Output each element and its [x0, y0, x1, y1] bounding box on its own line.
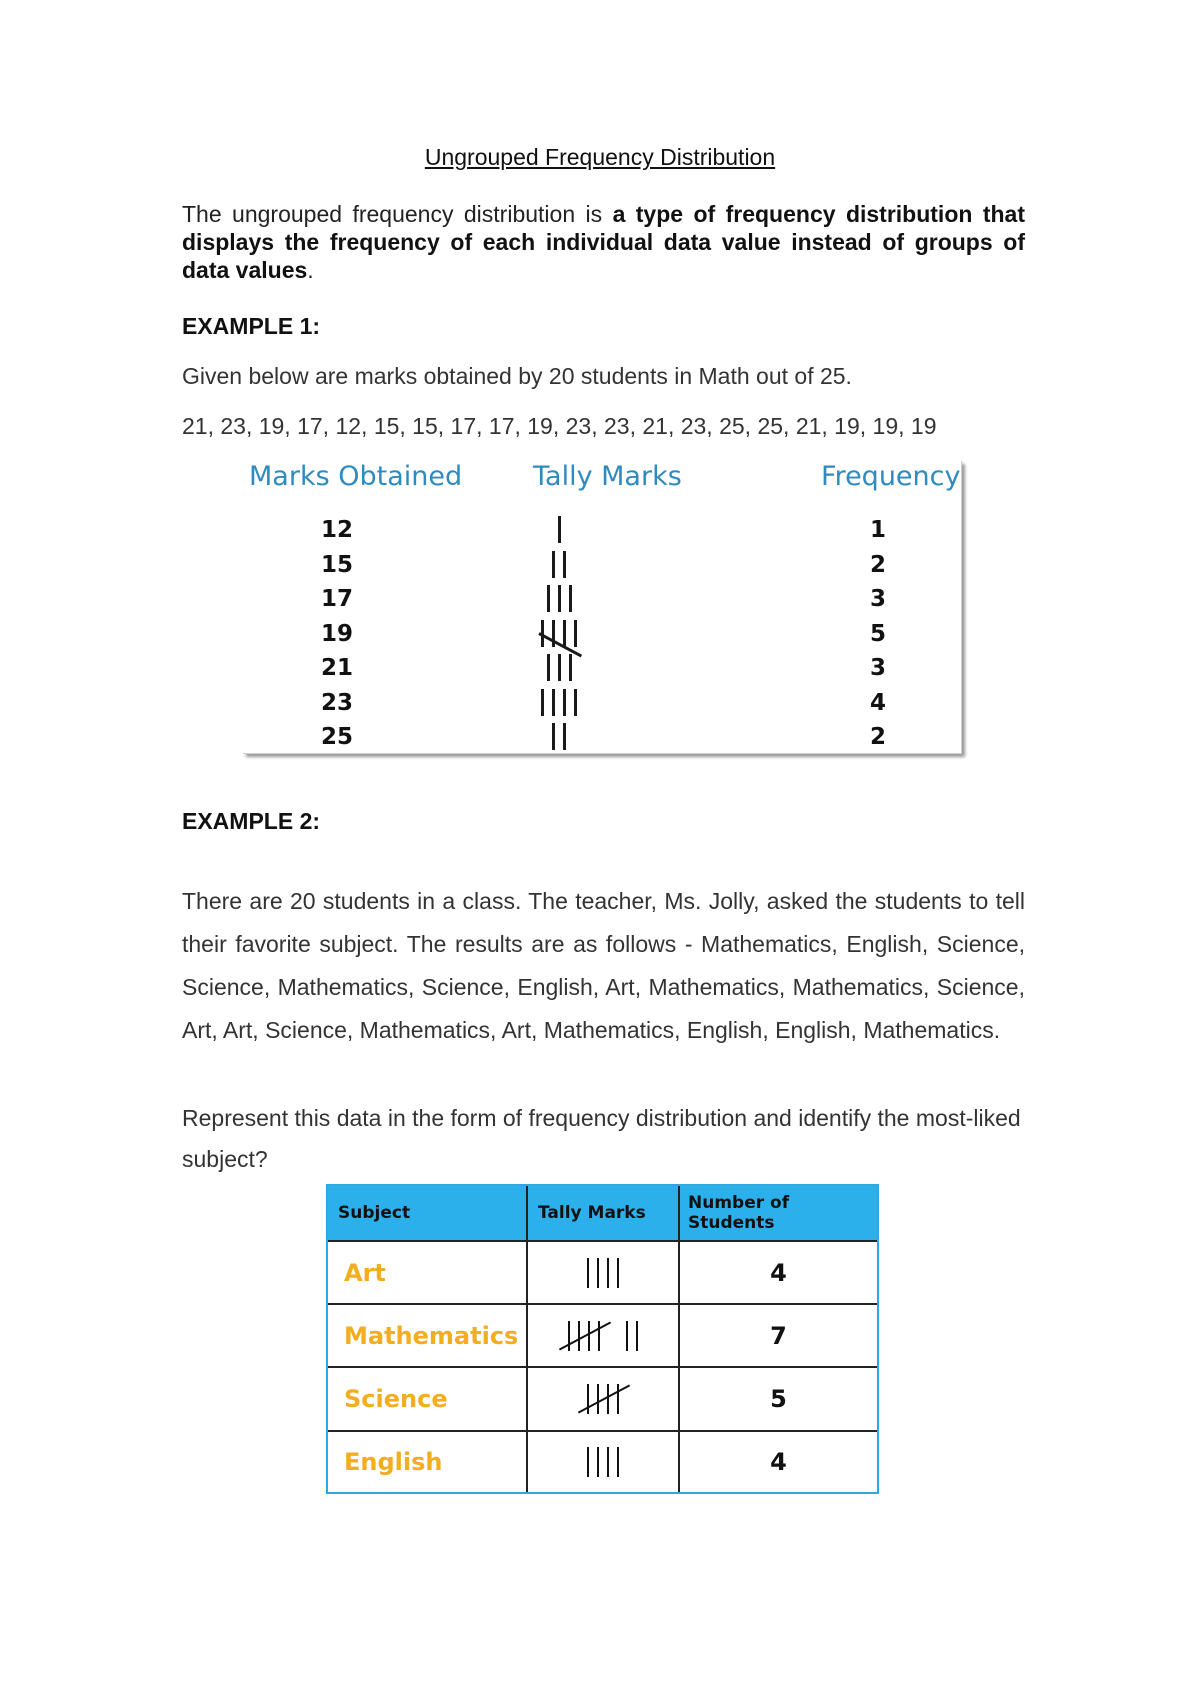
tally-cell	[527, 1367, 679, 1430]
tally-stroke	[558, 654, 561, 681]
table-header-row	[328, 1186, 877, 1241]
tally-cell	[527, 1304, 679, 1367]
frequency-cell: 2	[870, 551, 887, 578]
student-count-cell: 7	[679, 1304, 877, 1367]
tally-stroke	[626, 1321, 628, 1351]
tally-stroke	[587, 1384, 589, 1414]
tally-stroke	[569, 585, 572, 612]
tally-stroke	[607, 1258, 609, 1288]
frequency-cell: 5	[870, 620, 887, 647]
col-header-marks: Marks Obtained	[249, 461, 463, 492]
frequency-cell: 2	[870, 724, 887, 750]
col-header-students: Number of Students	[679, 1186, 877, 1241]
frequency-cell: 4	[870, 689, 887, 716]
page-title: Ungrouped Frequency Distribution	[424, 144, 776, 170]
intro-definition: a type of frequency distribution that displays the frequency of each individual data value instead of groups of data values	[182, 201, 1025, 283]
tally-stroke	[563, 551, 566, 578]
student-count-cell: 5	[679, 1367, 877, 1430]
tally-stroke	[552, 551, 555, 578]
subject-frequency-table	[326, 1184, 879, 1494]
tally-stroke	[607, 1384, 609, 1414]
subject-cell: Mathematics	[328, 1304, 527, 1367]
tally-stroke	[558, 516, 561, 543]
tally-stroke	[563, 723, 566, 750]
tally-stroke	[617, 1447, 619, 1477]
mark-cell: 25	[321, 724, 354, 750]
tally-stroke	[617, 1384, 619, 1414]
tally-mark-group	[541, 689, 585, 716]
example2-heading: EXAMPLE 2:	[182, 808, 321, 834]
tally-mark-group	[622, 1321, 642, 1351]
col-header-subject: Subject	[328, 1186, 527, 1241]
tally-stroke	[558, 585, 561, 612]
tally-stroke	[617, 1258, 619, 1288]
tally-mark-group	[552, 723, 574, 750]
table-row	[328, 1367, 877, 1430]
tally-stroke	[552, 689, 555, 716]
tally-cell	[527, 1431, 679, 1492]
col-header-tally: Tally Marks	[533, 461, 682, 492]
intro-lead: The ungrouped frequency distribution is	[182, 201, 613, 227]
tally-stroke	[568, 1321, 570, 1351]
intro-paragraph	[182, 200, 1025, 284]
tally-mark-group	[583, 1258, 623, 1288]
tally-stroke	[552, 723, 555, 750]
example1-heading: EXAMPLE 1:	[182, 313, 321, 339]
tally-stroke	[607, 1447, 609, 1477]
tally-stroke	[598, 1321, 600, 1351]
table-row	[328, 1241, 877, 1304]
tally-mark-group	[583, 1447, 623, 1477]
frequency-cell: 1	[870, 517, 887, 543]
mark-cell: 21	[321, 655, 354, 681]
mark-cell: 19	[321, 620, 354, 647]
tally-stroke	[547, 585, 550, 612]
example2-paragraph: There are 20 students in a class. The teacher, Ms. Jolly, asked the students to tell their favorite subject. The results are as follows - Mathematics, English, Science, Science, Mathematics, Science, English, Art, Mathematics, Mathematics, Science, Art, Art, Science, Mathematics, Art, Mathematics, English, English, Mathematics.	[182, 888, 1025, 1043]
tally-cell	[527, 1241, 679, 1304]
student-count-cell: 4	[679, 1241, 877, 1304]
tally-stroke	[588, 1321, 590, 1351]
frequency-cell: 3	[870, 586, 887, 612]
tally-stroke	[569, 654, 572, 681]
col-header-tally: Tally Marks	[527, 1186, 679, 1241]
subject-cell: Science	[328, 1367, 527, 1430]
col-header-frequency: Frequency	[821, 461, 961, 492]
tally-stroke	[574, 689, 577, 716]
example1-description: Given below are marks obtained by 20 students in Math out of 25.	[182, 363, 852, 389]
tally-stroke	[563, 620, 566, 647]
tally-mark-group	[558, 516, 569, 543]
tally-mark-group	[583, 1384, 623, 1414]
tally-stroke	[563, 689, 566, 716]
mark-cell: 23	[321, 689, 354, 716]
tally-stroke	[574, 620, 577, 647]
tally-mark-group	[541, 620, 585, 647]
table-row	[328, 1431, 877, 1492]
tally-stroke	[578, 1321, 580, 1351]
tally-mark-group	[552, 551, 574, 578]
tally-mark-group	[547, 654, 580, 681]
mark-cell: 17	[321, 586, 354, 612]
student-count-cell: 4	[770, 1447, 787, 1476]
subject-cell: English	[328, 1431, 527, 1492]
tally-mark-group	[564, 1321, 604, 1351]
table-row	[328, 1304, 877, 1367]
marks-frequency-table	[243, 461, 962, 754]
tally-stroke	[597, 1258, 599, 1288]
tally-stroke	[636, 1321, 638, 1351]
frequency-cell: 3	[870, 655, 887, 681]
tally-stroke	[587, 1447, 589, 1477]
tally-slash	[578, 1385, 630, 1414]
tally-mark-group	[547, 585, 580, 612]
tally-stroke	[547, 654, 550, 681]
example1-data: 21, 23, 19, 17, 12, 15, 15, 17, 17, 19, 23, 23, 21, 23, 25, 25, 21, 19, 19, 19	[182, 413, 937, 439]
intro-tail: .	[307, 257, 314, 283]
tally-stroke	[587, 1258, 589, 1288]
mark-cell: 15	[321, 551, 354, 578]
tally-slash	[559, 1321, 611, 1350]
example2-question: Represent this data in the form of frequency distribution and identify the most-liked subject?	[182, 1105, 1021, 1172]
subject-cell: Art	[328, 1241, 527, 1304]
mark-cell: 12	[321, 517, 354, 543]
tally-stroke	[541, 689, 544, 716]
tally-stroke	[597, 1447, 599, 1477]
tally-stroke	[597, 1384, 599, 1414]
